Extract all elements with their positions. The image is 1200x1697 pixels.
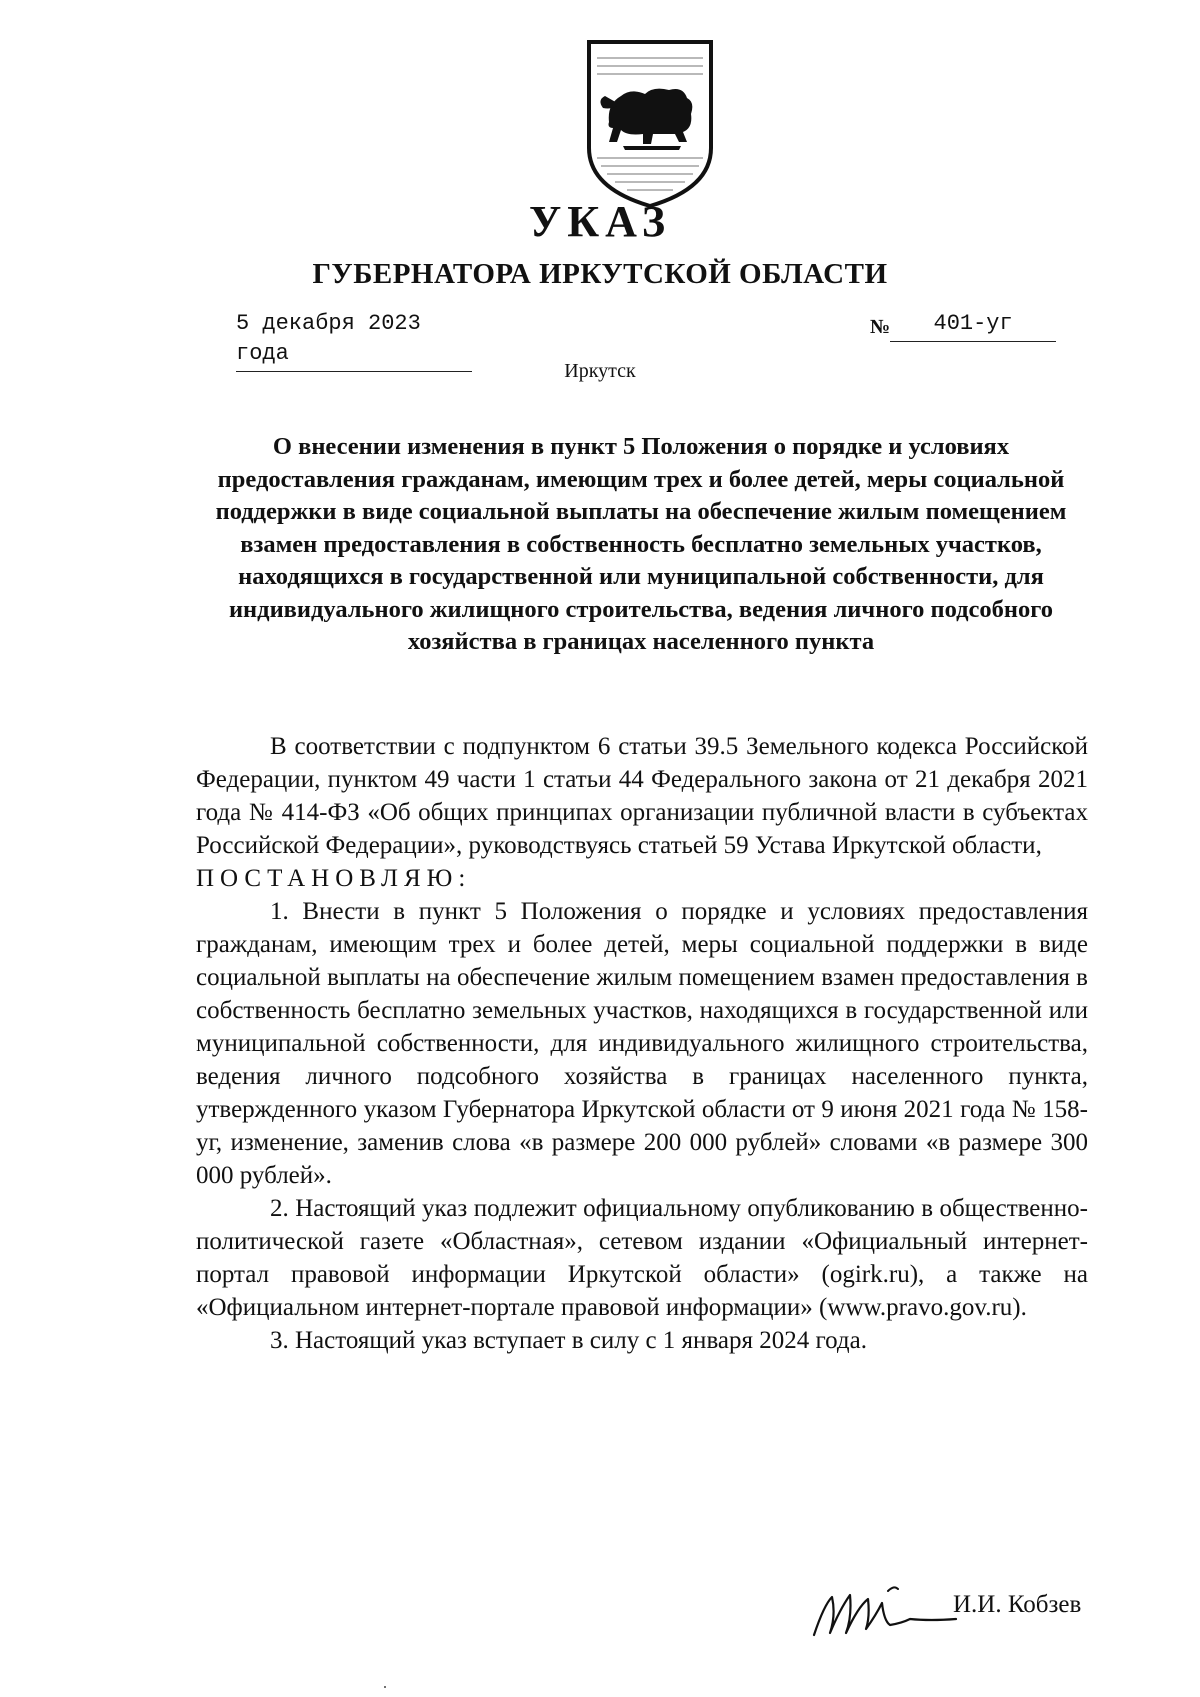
document-heading: О внесении изменения в пункт 5 Положения о порядке и условиях предоставления гражданам, имеющим трех и более детей, меры социальной поддержки в виде социальной выплаты на обеспечение жилым помещением взамен предоставления в собственность бесплатно земельных участков, находящихся в государственной или муниципальной собственности, для индивидуального жилищного строительства, ведения личного подсобного хозяйства в границах населенного пункта bbox=[215, 433, 1067, 655]
item-paragraph-2: 2. Настоящий указ подлежит официальному опубликованию в общественно-политической газете «Областная», сетевом издании «Официальный интернет-портал правовой информации Иркутской области» (ogirk.ru), а также на «Официальном интернет-портале правовой информации» (www.pravo.gov.ru). bbox=[196, 1195, 1088, 1321]
scan-speck bbox=[384, 1686, 386, 1688]
decree-word: ПОСТАНОВЛЯЮ: bbox=[196, 865, 472, 892]
item-paragraph-3: 3. Настоящий указ вступает в силу с 1 января 2024 года. bbox=[270, 1327, 867, 1354]
number-sign: № bbox=[870, 316, 891, 338]
item-paragraph-1: 1. Внести в пункт 5 Положения о порядке и условиях предоставления гражданам, имеющим трех и более детей, меры социальной поддержки в виде социальной выплаты на обеспечение жилым помещением взамен предоставления в собственность бесплатно земельных участков, находящихся в государственной или муниципальной собственности, для индивидуального жилищного строительства, ведения личного подсобного хозяйства в границах населенного пункта, утвержденного указом Губернатора Иркутской области от 9 июня 2021 года № 158-уг, изменение, заменив слова «в размере 200 000 рублей» словами «в размере 300 000 рублей». bbox=[196, 898, 1088, 1189]
document-date: 5 декабря 2023 года bbox=[236, 309, 472, 372]
document-subtitle: ГУБЕРНАТОРА ИРКУТСКОЙ ОБЛАСТИ bbox=[312, 258, 888, 290]
document-number bbox=[870, 309, 1066, 342]
document-title: УКАЗ bbox=[528, 197, 672, 246]
number-value: 401-уг bbox=[890, 309, 1056, 342]
document-city: Иркутск bbox=[564, 360, 636, 382]
preamble-paragraph: В соответствии с подпунктом 6 статьи 39.5 Земельного кодекса Российской Федерации, пунктом 49 части 1 статьи 44 Федерального закона от 21 декабря 2021 года № 414-ФЗ «Об общих принципах организации публичной власти в субъектах Российской Федерации», руководствуясь статьей 59 Устава Иркутской области, bbox=[196, 733, 1088, 859]
irkutsk-coat-of-arms-icon bbox=[583, 38, 717, 210]
handwritten-signature bbox=[810, 1575, 960, 1645]
document-body bbox=[196, 730, 1088, 1357]
signer-name: И.И. Кобзев bbox=[953, 1591, 1082, 1618]
